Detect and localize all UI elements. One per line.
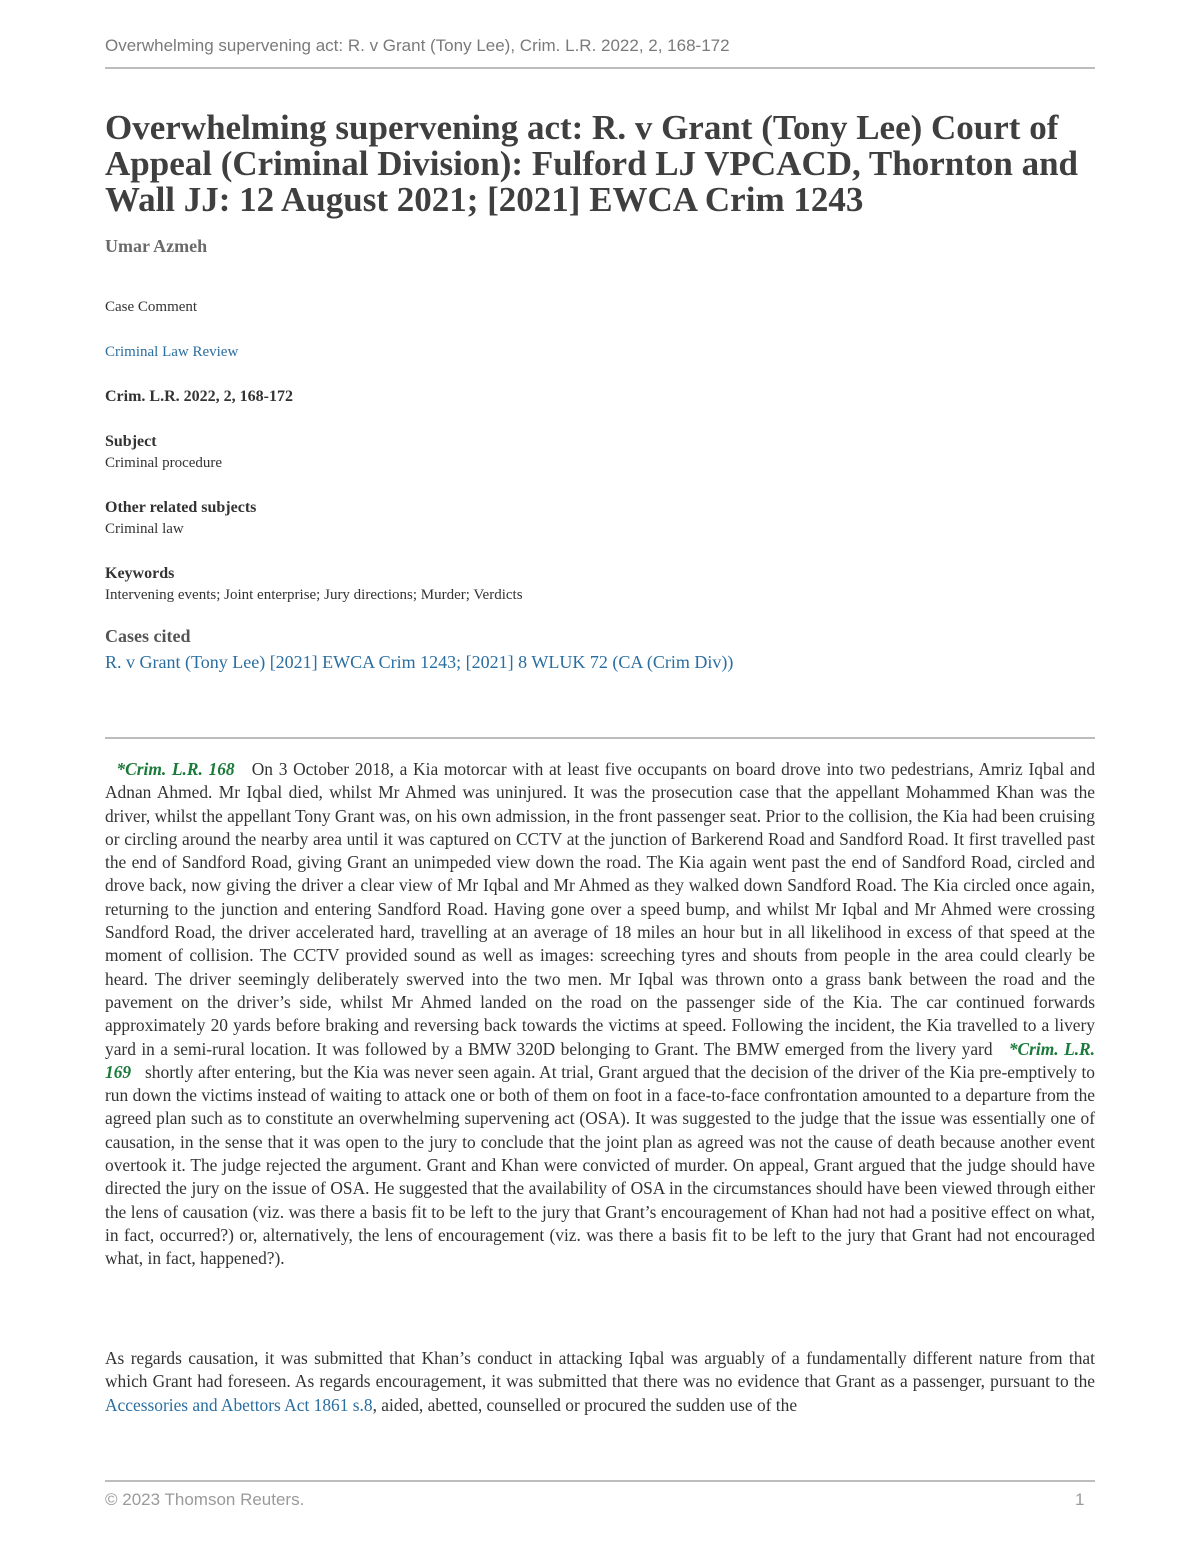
footer-divider bbox=[105, 1480, 1095, 1482]
body-paragraph-1 bbox=[105, 758, 1095, 1271]
document-type: Case Comment bbox=[105, 299, 198, 315]
keywords-value: Intervening events; Joint enterprise; Jury directions; Murder; Verdicts bbox=[105, 587, 523, 603]
paragraph-2-part-a: As regards causation, it was submitted that Khan’s conduct in attacking Iqbal was arguably of a fundamentally different nature from that which Grant had foreseen. As regards encouragement, it was submitted that there was no evidence that Grant as a passenger, pursuant to the bbox=[105, 1348, 1095, 1392]
journal-link[interactable]: Criminal Law Review bbox=[105, 344, 239, 360]
article-title: Overwhelming supervening act: R. v Grant (Tony Lee) Court of Appeal (Criminal Division): Fulford LJ VPCACD, Thornton and Wall JJ: 12 August 2021; [2021] EWCA Crim 1243 bbox=[105, 108, 1078, 219]
paragraph-1-part-a: On 3 October 2018, a Kia motorcar with at least five occupants on board drove into two pedestrians, Amriz Iqbal and Adnan Ahmed. Mr Iqbal died, whilst Mr Ahmed was uninjured. It was the prosecution case that the appellant Mohammed Khan was the driver, whilst the appellant Tony Grant was, on his own admission, in the front passenger seat. Prior to the collision, the Kia had been cruising or circling around the nearby area until it was captured on CCTV at the junction of Barkerend Road and Sandford Road. It first travelled past the end of Sandford Road, giving Grant an unimpeded view down the road. The Kia again went past the end of Sandford Road, circled and drove back, now giving the driver a clear view of Mr Iqbal and Mr Ahmed as they walked down Sandford Road. The Kia circled once again, returning to the junction and entering Sandford Road. Having gone over a speed bump, and whilst Mr Iqbal and Mr Ahmed were crossing Sandford Road, the driver accelerated hard, travelling at an average of 18 miles an hour but in all likelihood in excess of that speed at the moment of collision. The CCTV provided sound as well as images: screeching tyres and shouts from people in the area could clearly be heard. The driver seemingly deliberately swerved into the two men. Mr Iqbal was thrown onto a grass bank between the road and the pavement on the driver’s side, whilst Mr Ahmed landed on the road on the passenger side of the Kia. The car continued forwards approximately 20 yards before braking and reversing back towards the victims at speed. Following the incident, the Kia travelled to a livery yard in a semi-rural location. It was followed by a BMW 320D belonging to Grant. The BMW emerged from the livery yard bbox=[105, 759, 1096, 1059]
running-header: Overwhelming supervening act: R. v Grant (Tony Lee), Crim. L.R. 2022, 2, 168-172 bbox=[105, 36, 730, 55]
header-divider bbox=[105, 67, 1095, 69]
case-cited-link[interactable]: R. v Grant (Tony Lee) [2021] EWCA Crim 1243; [2021] 8 WLUK 72 (CA (Crim Div)) bbox=[105, 652, 734, 672]
copyright: © 2023 Thomson Reuters. bbox=[105, 1490, 305, 1509]
page-marker-169: *Crim. L.R. 169 bbox=[105, 1038, 1095, 1082]
body-paragraph-2 bbox=[105, 1347, 1095, 1417]
subject-value: Criminal procedure bbox=[105, 455, 223, 471]
statute-link[interactable]: Accessories and Abettors Act 1861 s.8 bbox=[105, 1394, 373, 1415]
keywords-label: Keywords bbox=[105, 565, 175, 582]
paragraph-2-part-b: , aided, abetted, counselled or procured the sudden use of the bbox=[372, 1394, 798, 1415]
page-marker-168: *Crim. L.R. 168 bbox=[116, 759, 235, 779]
other-subjects-label: Other related subjects bbox=[105, 499, 257, 516]
page-number: 1 bbox=[1075, 1490, 1085, 1509]
article-author: Umar Azmeh bbox=[105, 236, 208, 256]
citation: Crim. L.R. 2022, 2, 168-172 bbox=[105, 388, 293, 405]
body-divider bbox=[105, 737, 1095, 739]
subject-label: Subject bbox=[105, 433, 157, 450]
other-subjects-value: Criminal law bbox=[105, 521, 184, 537]
paragraph-1-part-b: shortly after entering, but the Kia was never seen again. At trial, Grant argued that the decision of the driver of the Kia pre-emptively to run down the victims instead of waiting to attack one or both of them on foot in a face-to-face confrontation amounted to a departure from the agreed plan such as to constitute an overwhelming supervening act (OSA). It was suggested to the judge that the issue was essentially one of causation, in the sense that it was open to the jury to conclude that the joint plan as agreed was not the cause of death because another event overtook it. The judge rejected the argument. Grant and Khan were convicted of murder. On appeal, Grant argued that the judge should have directed the jury on the issue of OSA. He suggested that the availability of OSA in the circumstances should have been viewed through either the lens of causation (viz. was there a basis fit to be left to the jury that Grant’s encouragement of Khan had not had a positive effect on what, in fact, occurred?) or, alternatively, the lens of encouragement (viz. was there a basis fit to be left to the jury that Grant had not encouraged what, in fact, happened?). bbox=[105, 1061, 1095, 1269]
cases-cited-label: Cases cited bbox=[105, 626, 191, 646]
